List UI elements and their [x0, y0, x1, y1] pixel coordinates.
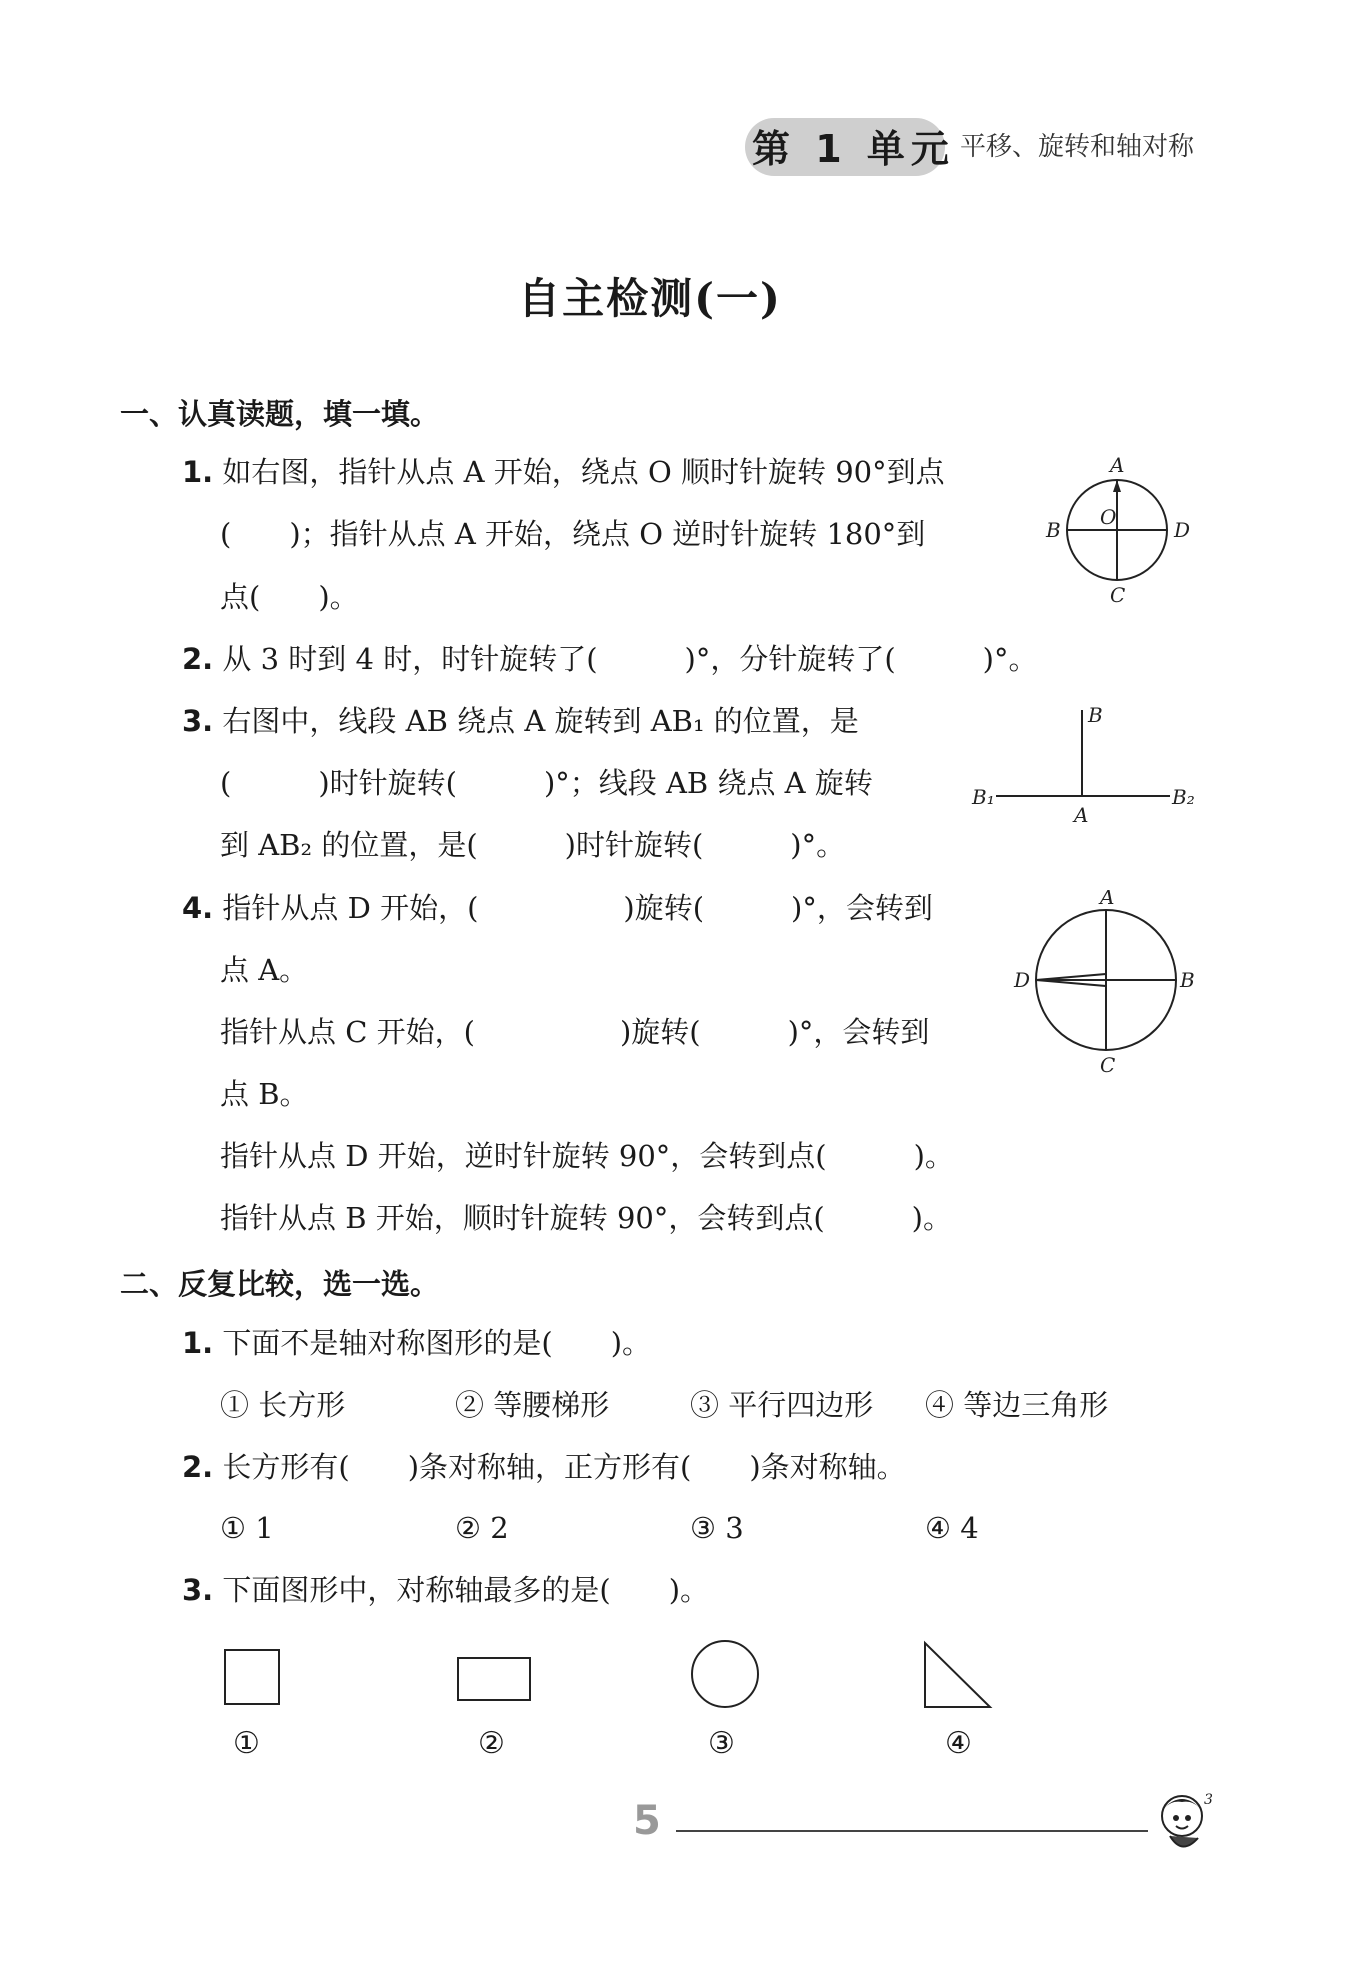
s2-q1: [182, 1323, 651, 1363]
question-number: 1.: [182, 455, 214, 489]
shape-label-1: ①: [233, 1726, 260, 1761]
page-number: 5: [633, 1798, 661, 1844]
question-text: 下面图形中，对称轴最多的是( )。: [222, 1573, 710, 1607]
circle-icon: [685, 1632, 775, 1722]
question-text: 下面不是轴对称图形的是( )。: [222, 1326, 652, 1360]
s2-q2-option-3: ③ 3: [690, 1511, 744, 1545]
segment-figure: [968, 700, 1208, 830]
question-number: 2.: [182, 1450, 214, 1484]
unit-label: 第 1 单元: [752, 127, 955, 171]
question-text: 右图中，线段 AB 绕点 A 旋转到 AB₁ 的位置，是: [222, 704, 859, 738]
label-d: D: [1014, 968, 1031, 992]
s1-q4-line5: 指针从点 D 开始，逆时针旋转 90°，会转到点( )。: [220, 1139, 954, 1173]
label-d: D: [1174, 518, 1191, 542]
section-2-heading: 二、反复比较，选一选。: [120, 1267, 440, 1301]
s2-q2-option-1: ① 1: [220, 1511, 274, 1545]
s2-q2-option-2: ② 2: [455, 1511, 509, 1545]
question-number: 1.: [182, 1326, 214, 1360]
s2-q2-option-4: ④ 4: [925, 1511, 979, 1545]
s2-q1-option-3: ③ 平行四边形: [690, 1388, 874, 1422]
s1-q1-line2: ( )；指针从点 A 开始，绕点 O 逆时针旋转 180°到: [220, 517, 926, 551]
clock-figure-2: [1010, 890, 1210, 1080]
question-number: 2.: [182, 642, 214, 676]
label-b1: B₁: [972, 785, 995, 809]
square-icon: [215, 1640, 305, 1720]
shape-label-3: ③: [708, 1726, 735, 1761]
s1-q4-line6: 指针从点 B 开始，顺时针旋转 90°，会转到点( )。: [220, 1201, 952, 1235]
pointer-arrow-icon: [1113, 480, 1121, 492]
s1-q1-line3: 点( )。: [220, 580, 359, 614]
right-triangle-icon: [915, 1635, 1015, 1725]
page-title: 自主检测(一): [518, 274, 782, 323]
svg-text:3: 3: [1204, 1792, 1213, 1808]
s1-q4-line3: 指针从点 C 开始，( )旋转( )°，会转到: [220, 1015, 930, 1049]
label-a: A: [1074, 803, 1089, 827]
s2-q3: [182, 1570, 709, 1610]
section-1-heading: 一、认真读题，填一填。: [120, 397, 440, 431]
label-a: A: [1100, 890, 1115, 909]
s1-q4-line1: [182, 888, 933, 928]
footer-rule: [676, 1830, 1148, 1832]
s1-q3-line3: 到 AB₂ 的位置，是( )时针旋转( )°。: [220, 828, 846, 862]
question-number: 3.: [182, 1573, 214, 1607]
s1-q4-line4: 点 B。: [220, 1077, 309, 1111]
s1-q1-line1: [182, 452, 945, 492]
label-b2: B₂: [1172, 785, 1195, 809]
rectangle-icon: [450, 1650, 550, 1710]
s2-q2: [182, 1447, 906, 1487]
s2-q1-option-4: ④ 等边三角形: [925, 1388, 1109, 1422]
clock-figure-1: [1040, 450, 1200, 610]
label-b: B: [1180, 968, 1195, 992]
question-text: 长方形有( )条对称轴，正方形有( )条对称轴。: [222, 1450, 906, 1484]
label-c: C: [1110, 583, 1126, 607]
s2-q1-option-1: ① 长方形: [220, 1388, 346, 1422]
s1-q4-line2: 点 A。: [220, 953, 309, 987]
s1-q3-line2: ( )时针旋转( )°；线段 AB 绕点 A 旋转: [220, 766, 873, 800]
label-c: C: [1100, 1053, 1116, 1077]
shape-label-2: ②: [478, 1726, 505, 1761]
label-a: A: [1110, 453, 1125, 477]
question-text: 指针从点 D 开始，( )旋转( )°，会转到: [222, 891, 933, 925]
s2-q1-option-2: ② 等腰梯形: [455, 1388, 610, 1422]
shape-label-4: ④: [945, 1726, 972, 1761]
label-b: B: [1046, 518, 1061, 542]
cartoon-mascot-icon: [1140, 1786, 1230, 1866]
unit-subtitle: 平移、旋转和轴对称: [960, 132, 1195, 162]
question-number: 4.: [182, 891, 214, 925]
label-b: B: [1088, 703, 1103, 727]
s1-q2: [182, 639, 1037, 679]
question-text: 如右图，指针从点 A 开始，绕点 O 顺时针旋转 90°到点: [222, 455, 945, 489]
question-number: 3.: [182, 704, 214, 738]
label-o: O: [1100, 505, 1117, 529]
s1-q3-line1: [182, 701, 859, 741]
question-text: 从 3 时到 4 时，时针旋转了( )°，分针旋转了( )°。: [222, 642, 1038, 676]
